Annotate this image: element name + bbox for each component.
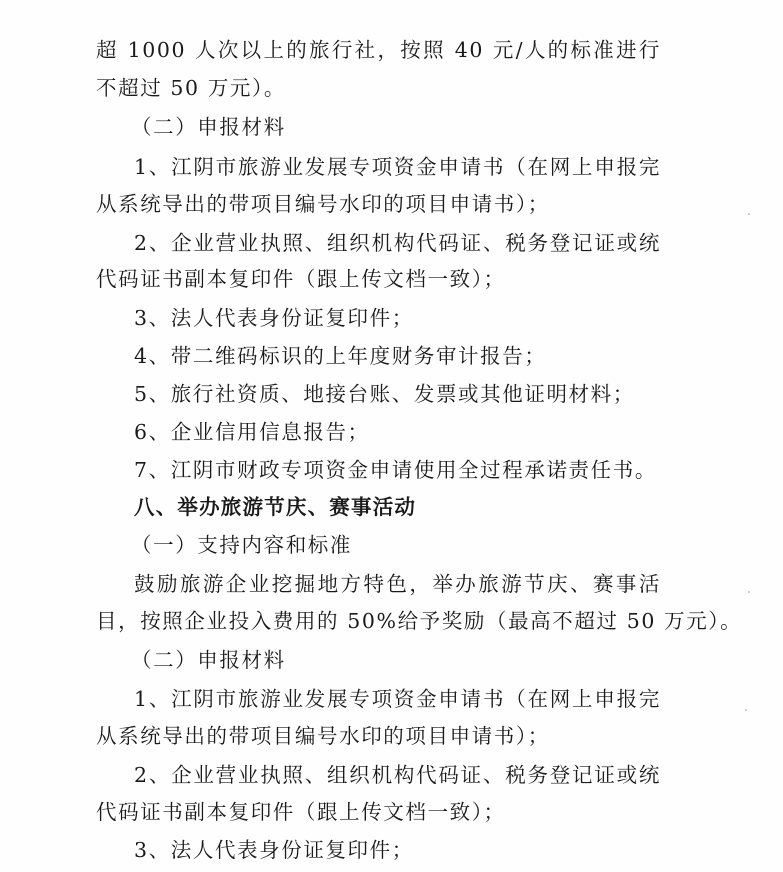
section-heading: 八、举办旅游节庆、赛事活动 <box>134 495 417 519</box>
scan-speck <box>748 591 750 593</box>
list-item: 2、企业营业执照、组织机构代码证、税务登记证或统 <box>134 763 661 787</box>
list-item: 6、企业信用信息报告； <box>134 420 370 444</box>
list-item: 2、企业营业执照、组织机构代码证、税务登记证或统 <box>134 231 661 255</box>
list-item-continuation: 从系统导出的带项目编号水印的项目申请书）； <box>96 192 550 216</box>
list-item: 4、带二维码标识的上年度财务审计报告； <box>134 344 547 368</box>
list-item: 5、旅行社资质、地接台账、发票或其他证明材料； <box>134 382 635 406</box>
subsection-heading: （二）申报材料 <box>131 115 286 139</box>
subsection-heading: （一）支持内容和标准 <box>131 533 352 557</box>
list-item: 7、江阴市财政专项资金申请使用全过程承诺责任书。 <box>134 458 657 482</box>
subsection-heading: （二）申报材料 <box>131 648 286 672</box>
list-item-continuation: 代码证书副本复印件（跟上传文档一致）； <box>96 800 506 824</box>
list-item: 3、法人代表身份证复印件； <box>134 838 414 862</box>
list-item: 1、江阴市旅游业发展专项资金申请书（在网上申报完 <box>134 155 661 179</box>
list-item: 3、法人代表身份证复印件； <box>134 306 414 330</box>
list-item: 1、江阴市旅游业发展专项资金申请书（在网上申报完 <box>134 687 661 711</box>
list-item-continuation: 从系统导出的带项目编号水印的项目申请书）； <box>96 724 550 748</box>
scan-speck <box>745 709 747 711</box>
body-text-line: 目，按照企业投入费用的 50%给予奖励（最高不超过 50 万元）。 <box>96 609 743 633</box>
body-text-line: 超 1000 人次以上的旅行社，按照 40 元/人的标准进行 <box>96 38 661 62</box>
scan-speck <box>748 213 750 215</box>
list-item-continuation: 代码证书副本复印件（跟上传文档一致）； <box>96 267 506 291</box>
body-text-line: 鼓励旅游企业挖掘地方特色，举办旅游节庆、赛事活 <box>134 572 661 596</box>
body-text-line: 不超过 50 万元）。 <box>96 76 286 100</box>
